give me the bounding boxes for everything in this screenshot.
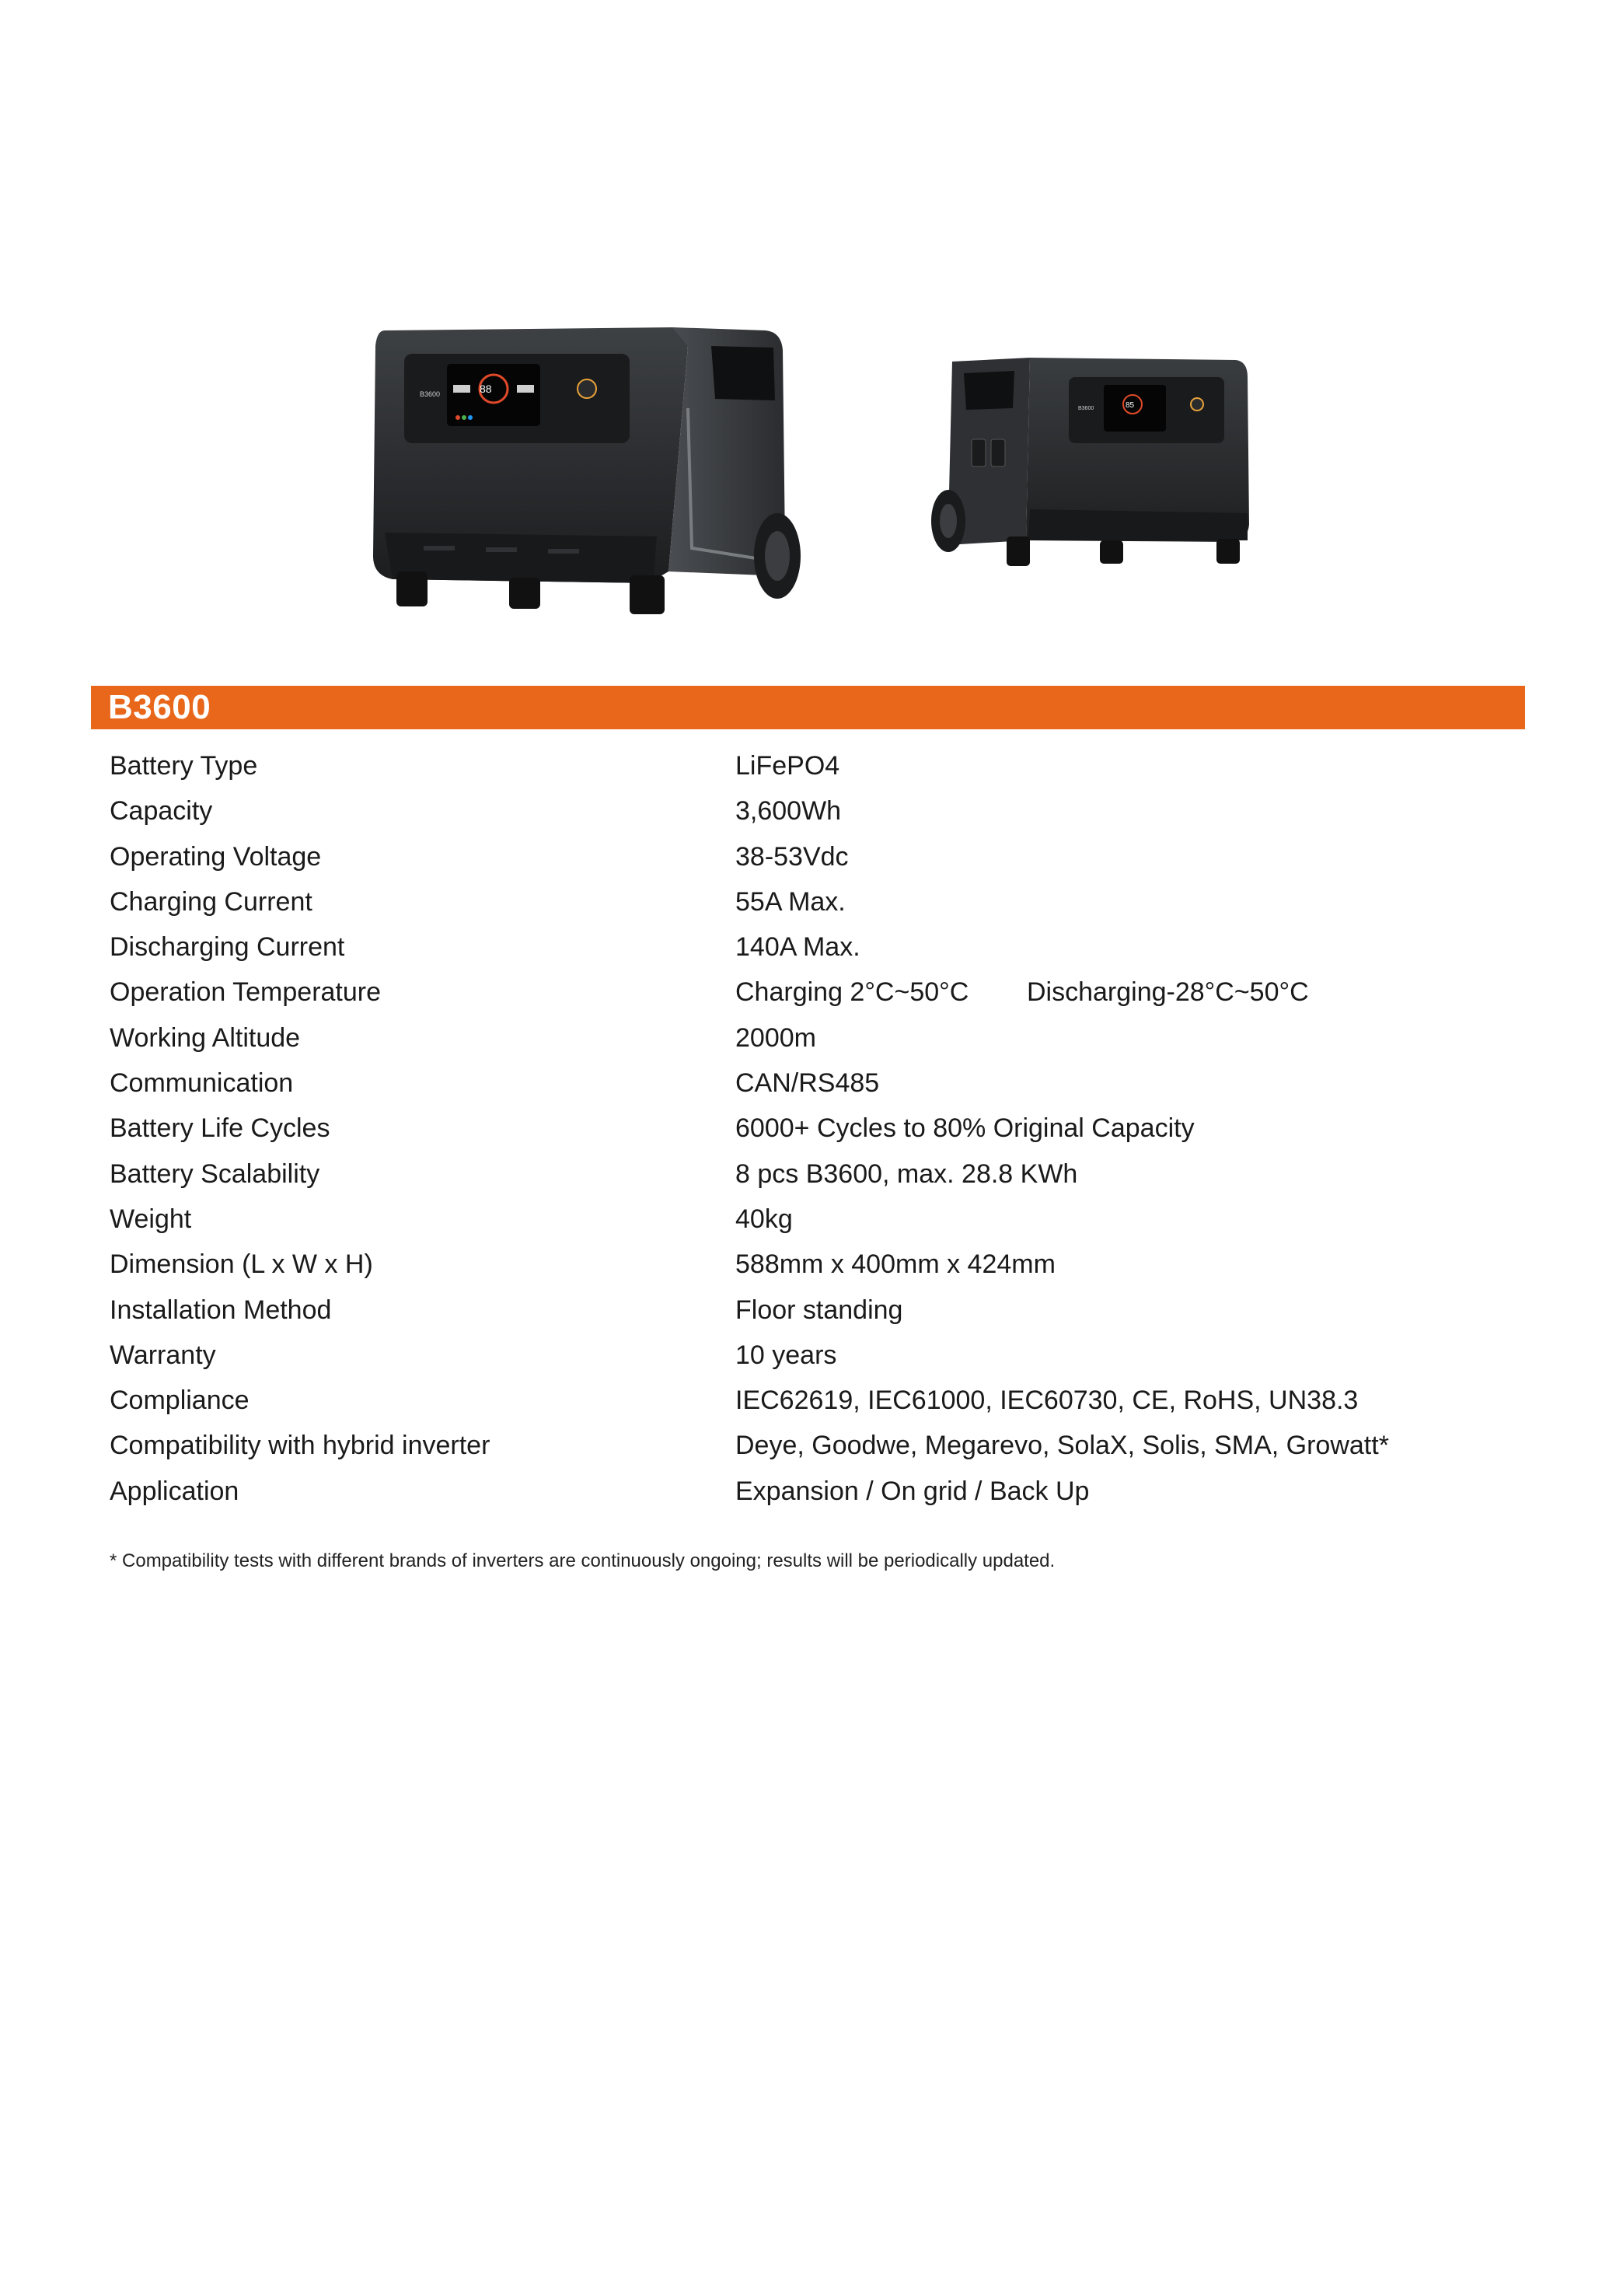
spec-row bbox=[110, 788, 1509, 833]
svg-text:88: 88 bbox=[480, 383, 492, 395]
battery-unit-front-view bbox=[361, 315, 812, 626]
spec-row bbox=[110, 1378, 1509, 1423]
svg-text:B3600: B3600 bbox=[1078, 406, 1094, 411]
spec-label: Battery Life Cycles bbox=[110, 1113, 330, 1144]
spec-label: Dimension (L x W x H) bbox=[110, 1249, 373, 1280]
spec-label: Installation Method bbox=[110, 1295, 332, 1325]
spec-label: Operating Voltage bbox=[110, 841, 322, 872]
spec-value: Floor standing bbox=[735, 1295, 903, 1325]
spec-row bbox=[110, 1106, 1509, 1151]
spec-label: Battery Scalability bbox=[110, 1158, 320, 1189]
spec-value: 38-53Vdc bbox=[735, 841, 849, 872]
spec-value: Charging 2°C~50°C bbox=[735, 977, 969, 1008]
spec-label: Operation Temperature bbox=[110, 977, 382, 1008]
spec-row bbox=[110, 1242, 1509, 1287]
spec-row bbox=[110, 834, 1509, 879]
spec-label: Charging Current bbox=[110, 886, 312, 917]
spec-row bbox=[110, 879, 1509, 924]
spec-value: 140A Max. bbox=[735, 932, 860, 963]
spec-value: 6000+ Cycles to 80% Original Capacity bbox=[735, 1113, 1195, 1144]
spec-value: 2000m bbox=[735, 1022, 816, 1053]
spec-label: Warranty bbox=[110, 1340, 216, 1370]
spec-row bbox=[110, 1423, 1509, 1468]
svg-text:B3600: B3600 bbox=[420, 390, 441, 398]
spec-value: Expansion / On grid / Back Up bbox=[735, 1476, 1090, 1506]
product-images bbox=[0, 0, 1616, 645]
spec-row bbox=[110, 1151, 1509, 1197]
spec-label: Compatibility with hybrid inverter bbox=[110, 1431, 490, 1461]
spec-row bbox=[110, 1333, 1509, 1378]
spec-value: 10 years bbox=[735, 1340, 837, 1370]
svg-text:85: 85 bbox=[1126, 401, 1135, 410]
spec-label: Communication bbox=[110, 1068, 294, 1099]
spec-value: 8 pcs B3600, max. 28.8 KWh bbox=[735, 1158, 1078, 1189]
spec-value-secondary: Discharging-28°C~50°C bbox=[1027, 977, 1309, 1008]
spec-table bbox=[110, 743, 1509, 1514]
spec-label: Discharging Current bbox=[110, 932, 345, 963]
spec-row bbox=[110, 1197, 1509, 1242]
footnote: * Compatibility tests with different brands of inverters are continuously ongoing; results will be periodically updated. bbox=[110, 1550, 1056, 1571]
spec-label: Battery Type bbox=[110, 751, 258, 781]
spec-label: Compliance bbox=[110, 1386, 250, 1416]
spec-label: Capacity bbox=[110, 796, 213, 826]
spec-row bbox=[110, 1061, 1509, 1106]
spec-row bbox=[110, 924, 1509, 970]
page-title: B3600 bbox=[108, 688, 211, 726]
spec-label: Application bbox=[110, 1476, 239, 1506]
spec-value: IEC62619, IEC61000, IEC60730, CE, RoHS, UN38.3 bbox=[735, 1386, 1359, 1416]
spec-row bbox=[110, 1288, 1509, 1333]
spec-value: LiFePO4 bbox=[735, 751, 840, 781]
battery-unit-side-view bbox=[929, 354, 1255, 571]
spec-value: 588mm x 400mm x 424mm bbox=[735, 1249, 1056, 1280]
spec-value: 55A Max. bbox=[735, 886, 846, 917]
spec-label: Weight bbox=[110, 1204, 192, 1234]
title-bar bbox=[91, 686, 1525, 729]
spec-value: 40kg bbox=[735, 1204, 793, 1234]
spec-row bbox=[110, 743, 1509, 788]
spec-row bbox=[110, 1469, 1509, 1514]
spec-value: CAN/RS485 bbox=[735, 1068, 880, 1099]
spec-row bbox=[110, 970, 1509, 1015]
spec-row bbox=[110, 1015, 1509, 1061]
spec-label: Working Altitude bbox=[110, 1022, 301, 1053]
spec-value: Deye, Goodwe, Megarevo, SolaX, Solis, SMA, Growatt* bbox=[735, 1431, 1389, 1461]
spec-value: 3,600Wh bbox=[735, 796, 842, 826]
